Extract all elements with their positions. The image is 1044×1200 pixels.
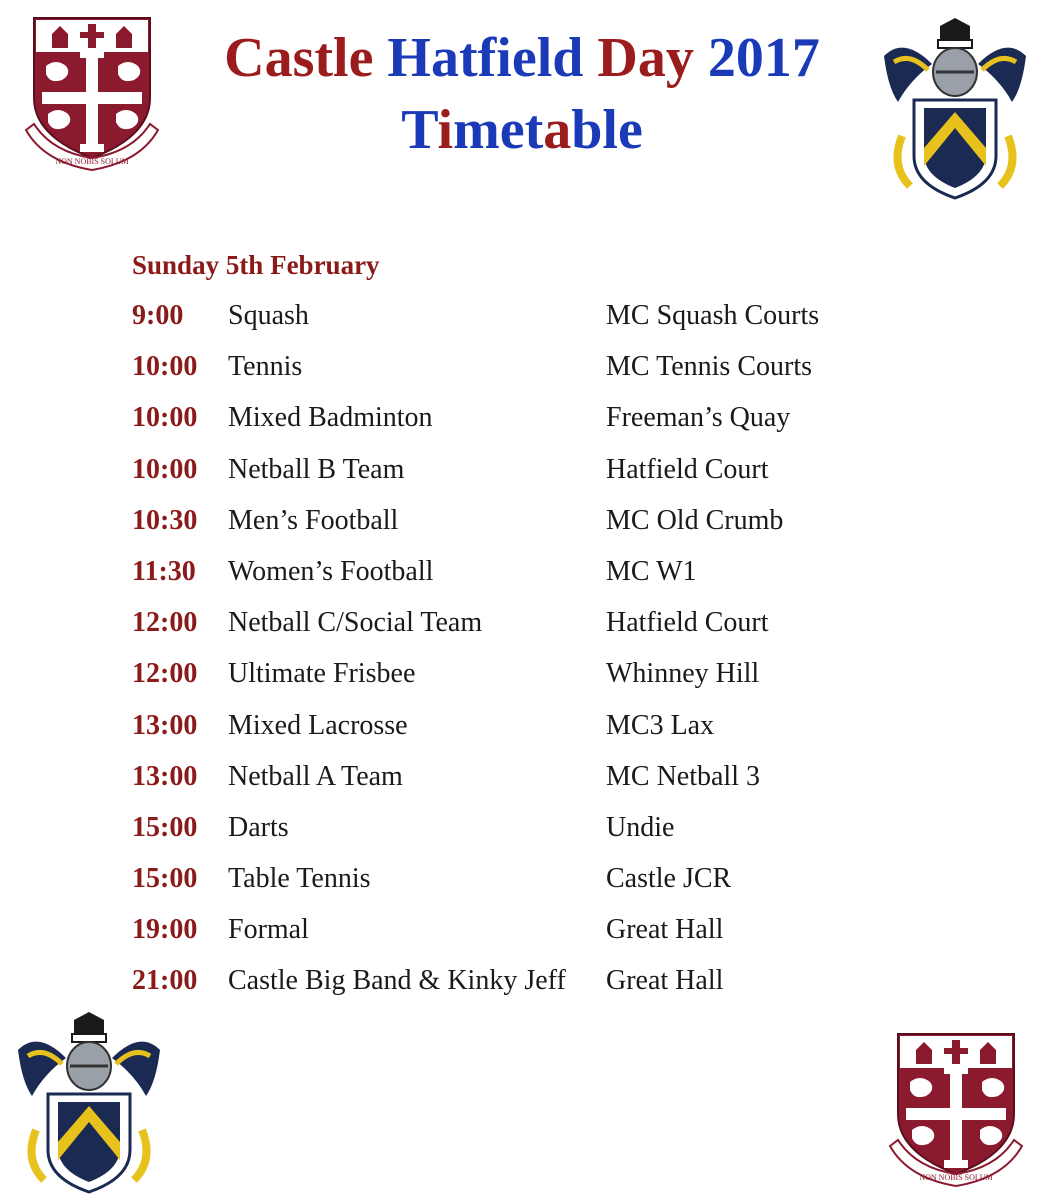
schedule-venue: Great Hall xyxy=(606,965,724,997)
schedule-row xyxy=(132,706,932,757)
schedule-time: 12:00 xyxy=(132,607,198,639)
hatfield-crest-icon xyxy=(880,16,1030,202)
castle-crest-icon xyxy=(888,1028,1024,1188)
schedule-event: Men’s Football xyxy=(228,504,399,536)
schedule-row xyxy=(132,296,932,347)
schedule-row xyxy=(132,347,932,398)
schedule-event: Formal xyxy=(228,914,309,946)
schedule-row xyxy=(132,501,932,552)
title-segment: Castle xyxy=(224,27,388,89)
schedule-event: Table Tennis xyxy=(228,863,371,895)
schedule-time: 11:30 xyxy=(132,555,196,587)
schedule-row xyxy=(132,450,932,501)
schedule-venue: MC Squash Courts xyxy=(606,300,820,331)
schedule-row xyxy=(132,757,932,808)
schedule-time: 10:00 xyxy=(132,453,198,485)
schedule-time: 10:00 xyxy=(132,351,198,383)
schedule-venue: Freeman’s Quay xyxy=(606,402,791,434)
schedule-row xyxy=(132,398,932,449)
schedule-row xyxy=(132,910,932,961)
schedule-time: 13:00 xyxy=(132,709,198,741)
hatfield-crest-icon xyxy=(14,1010,164,1196)
schedule-time: 13:00 xyxy=(132,760,198,792)
title-segment: Day xyxy=(597,27,708,89)
schedule-venue: Hatfield Court xyxy=(606,607,769,639)
title-segment: T xyxy=(401,99,438,161)
schedule-event: Women’s Football xyxy=(228,555,434,587)
title-segment: met xyxy=(453,99,544,161)
castle-crest-icon xyxy=(24,12,160,172)
schedule-venue: Hatfield Court xyxy=(606,453,769,485)
schedule-row xyxy=(132,961,932,1012)
schedule-event: Netball C/Social Team xyxy=(228,607,483,639)
schedule-time: 10:30 xyxy=(132,504,198,536)
schedule-event: Netball B Team xyxy=(228,453,405,485)
schedule-date: Sunday 5th February xyxy=(132,250,380,280)
schedule-event: Castle Big Band & Kinky Jeff xyxy=(228,965,566,997)
schedule-time: 10:00 xyxy=(132,402,198,434)
title-segment: Hatfield xyxy=(387,27,598,89)
schedule-row xyxy=(132,859,932,910)
schedule-event: Tennis xyxy=(228,351,303,383)
schedule-event: Mixed Badminton xyxy=(228,402,433,434)
schedule-time: 15:00 xyxy=(132,863,198,895)
schedule-venue: Undie xyxy=(606,811,675,843)
schedule-venue: MC Netball 3 xyxy=(606,760,760,792)
schedule-time: 15:00 xyxy=(132,811,198,843)
svg-text:NON NOBIS SOLUM: NON NOBIS SOLUM xyxy=(919,1173,993,1182)
title-segment: i xyxy=(437,99,454,161)
title-segment: a xyxy=(543,99,572,161)
schedule-row xyxy=(132,654,932,705)
schedule-row xyxy=(132,552,932,603)
schedule-event: Netball A Team xyxy=(228,760,403,792)
title-segment: ble xyxy=(571,99,643,161)
schedule-event: Mixed Lacrosse xyxy=(228,709,408,741)
svg-text:NON NOBIS SOLUM: NON NOBIS SOLUM xyxy=(55,157,129,166)
schedule-row xyxy=(132,808,932,859)
schedule-venue: Great Hall xyxy=(606,914,724,946)
title-segment: 2017 xyxy=(707,27,820,89)
schedule-event: Ultimate Frisbee xyxy=(228,658,416,690)
schedule-venue: MC Old Crumb xyxy=(606,504,784,536)
schedule-time: 12:00 xyxy=(132,658,198,690)
schedule-event: Darts xyxy=(228,811,289,843)
schedule-table xyxy=(132,296,932,1013)
schedule-time: 19:00 xyxy=(132,914,198,946)
schedule-time: 21:00 xyxy=(132,965,198,997)
schedule-venue: MC W1 xyxy=(606,555,697,587)
schedule-event: Squash xyxy=(228,300,309,331)
schedule-venue: Whinney Hill xyxy=(606,658,760,690)
schedule-venue: Castle JCR xyxy=(606,863,732,895)
schedule-row xyxy=(132,603,932,654)
schedule-time: 9:00 xyxy=(132,300,184,331)
schedule-venue: MC Tennis Courts xyxy=(606,351,812,383)
schedule-venue: MC3 Lax xyxy=(606,709,715,741)
